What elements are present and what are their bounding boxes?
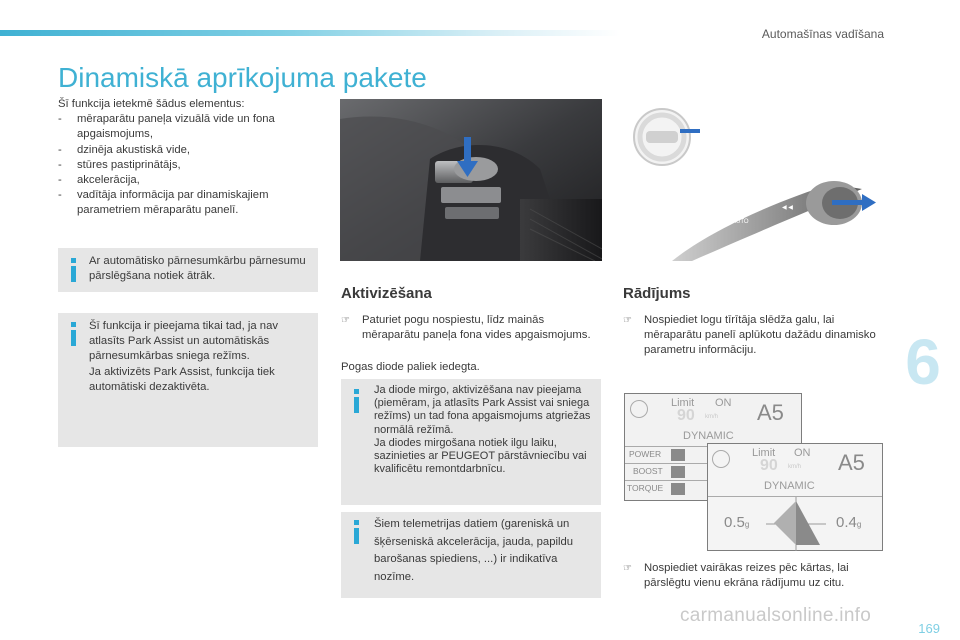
info-text: Ja aktivizēts Park Assist, funkcija tiek automātiski dezaktivēta.	[89, 365, 275, 393]
intro-lead: Šī funkcija ietekmē šādus elementus:	[58, 98, 245, 110]
info-box-park-assist	[58, 313, 318, 447]
wiper-stalk-photo	[622, 99, 884, 261]
list-item: - mēraparātu paneļa vizuālā vide un fona apgaismojums,	[58, 112, 318, 142]
speed-unit: km/h	[788, 464, 802, 470]
g-right-value: 0.4g	[836, 514, 862, 531]
pointer-icon: ☞	[623, 563, 632, 574]
info-icon	[69, 322, 78, 346]
speed-value: 90	[760, 457, 778, 474]
activation-heading: Aktivizēšana	[341, 285, 432, 302]
activation-step: ☞ Paturiet pogu nospiestu, līdz mainās mēraparātu paneļa fona vides apgaismojums.	[341, 314, 591, 342]
info-box-gearbox	[58, 248, 318, 292]
limit-label: Limit	[752, 447, 776, 459]
info-icon	[69, 258, 78, 282]
gauge-row: BOOST	[625, 463, 801, 479]
info-text: Ja diodes mirgošana notiek ilgu laiku, sazinieties ar PEUGEOT pārstāvniecību vai kvalificētu remontdarbnīcu.	[374, 436, 587, 476]
page-number: 169	[918, 621, 940, 636]
info-text: Šiem telemetrijas datiem (gareniskā un šķērseniskā akcelerācija, jauda, papildu barošanas spiediens, ...) ir indikatīva nozīme.	[374, 518, 574, 583]
info-text: Šī funkcija ir pieejama tikai tad, ja nav atlasīts Park Assist un automātiskās pārnesumkārbas sniega režīms.	[89, 320, 279, 363]
list-item: - dzinēja akustiskā vide,	[58, 143, 318, 158]
gauge-row: TORQUE	[625, 480, 801, 496]
g-force-indicator-icon	[766, 497, 826, 551]
info-box-diode	[341, 379, 601, 505]
list-item: - stūres pastiprinātājs,	[58, 158, 318, 173]
svg-text:◀ ◀: ◀ ◀	[782, 205, 793, 211]
info-text: Ja diode mirgo, aktivizēšana nav pieejama (piemēram, ja atlasīts Park Assist vai sniega režīms) un tad fona apgaismojums atgriežas normālā režīmā.	[374, 384, 591, 436]
speed-limit-icon	[630, 400, 648, 418]
wiper-stalk-illustration	[622, 99, 884, 261]
intro-section	[58, 97, 318, 219]
limit-label: Limit	[671, 397, 695, 409]
svg-text:AUTO: AUTO	[732, 219, 749, 225]
speed-limit-icon	[712, 450, 730, 468]
info-text: Ar automātisko pārnesumkārbu pārnesumu pārslēgšana notiek ātrāk.	[89, 255, 306, 283]
console-illustration	[340, 99, 602, 261]
mode-label: DYNAMIC	[764, 480, 815, 492]
info-box-telemetry	[341, 512, 601, 598]
watermark: carmanualsonline.info	[680, 605, 872, 626]
list-item: - vadītāja informācija par dinamiskajiem parametriem mēraparātu panelī.	[58, 188, 318, 218]
display-step-1: ☞ Nospiediet logu tīrītāja slēdža galu, lai mēraparātu panelī aplūkotu dažādu dinamisko parametru informāciju.	[623, 314, 876, 357]
speed-value: 90	[677, 407, 695, 424]
chapter-number: 6	[905, 326, 941, 398]
info-icon	[352, 389, 361, 413]
limit-status: ON	[715, 397, 732, 409]
info-icon	[352, 520, 361, 544]
display-step-2: ☞ Nospiediet vairākas reizes pēc kārtas, lai pārslēgtu vienu ekrāna rādījumu uz citu.	[623, 562, 849, 590]
pointer-icon: ☞	[341, 315, 350, 326]
list-item: - akcelerācija,	[58, 173, 318, 188]
limit-status: ON	[794, 447, 811, 459]
header-accent-bar	[0, 30, 620, 36]
section-title: Automašīnas vadīšana	[761, 27, 884, 41]
gauge-row: POWER	[625, 446, 801, 462]
console-photo	[340, 99, 602, 261]
page-title: Dinamiskā aprīkojuma pakete	[58, 62, 427, 93]
g-left-value: 0.5g	[724, 514, 750, 531]
gear-indicator: A5	[838, 450, 865, 475]
pointer-icon: ☞	[623, 315, 632, 326]
mode-label: DYNAMIC	[683, 430, 734, 442]
display-heading: Rādījums	[623, 285, 691, 302]
speed-unit: km/h	[705, 414, 719, 420]
gear-indicator: A5	[757, 400, 784, 425]
dashboard-screen-front	[707, 443, 883, 551]
activation-note: Pogas diode paliek iedegta.	[341, 361, 480, 373]
intro-list	[58, 112, 318, 218]
